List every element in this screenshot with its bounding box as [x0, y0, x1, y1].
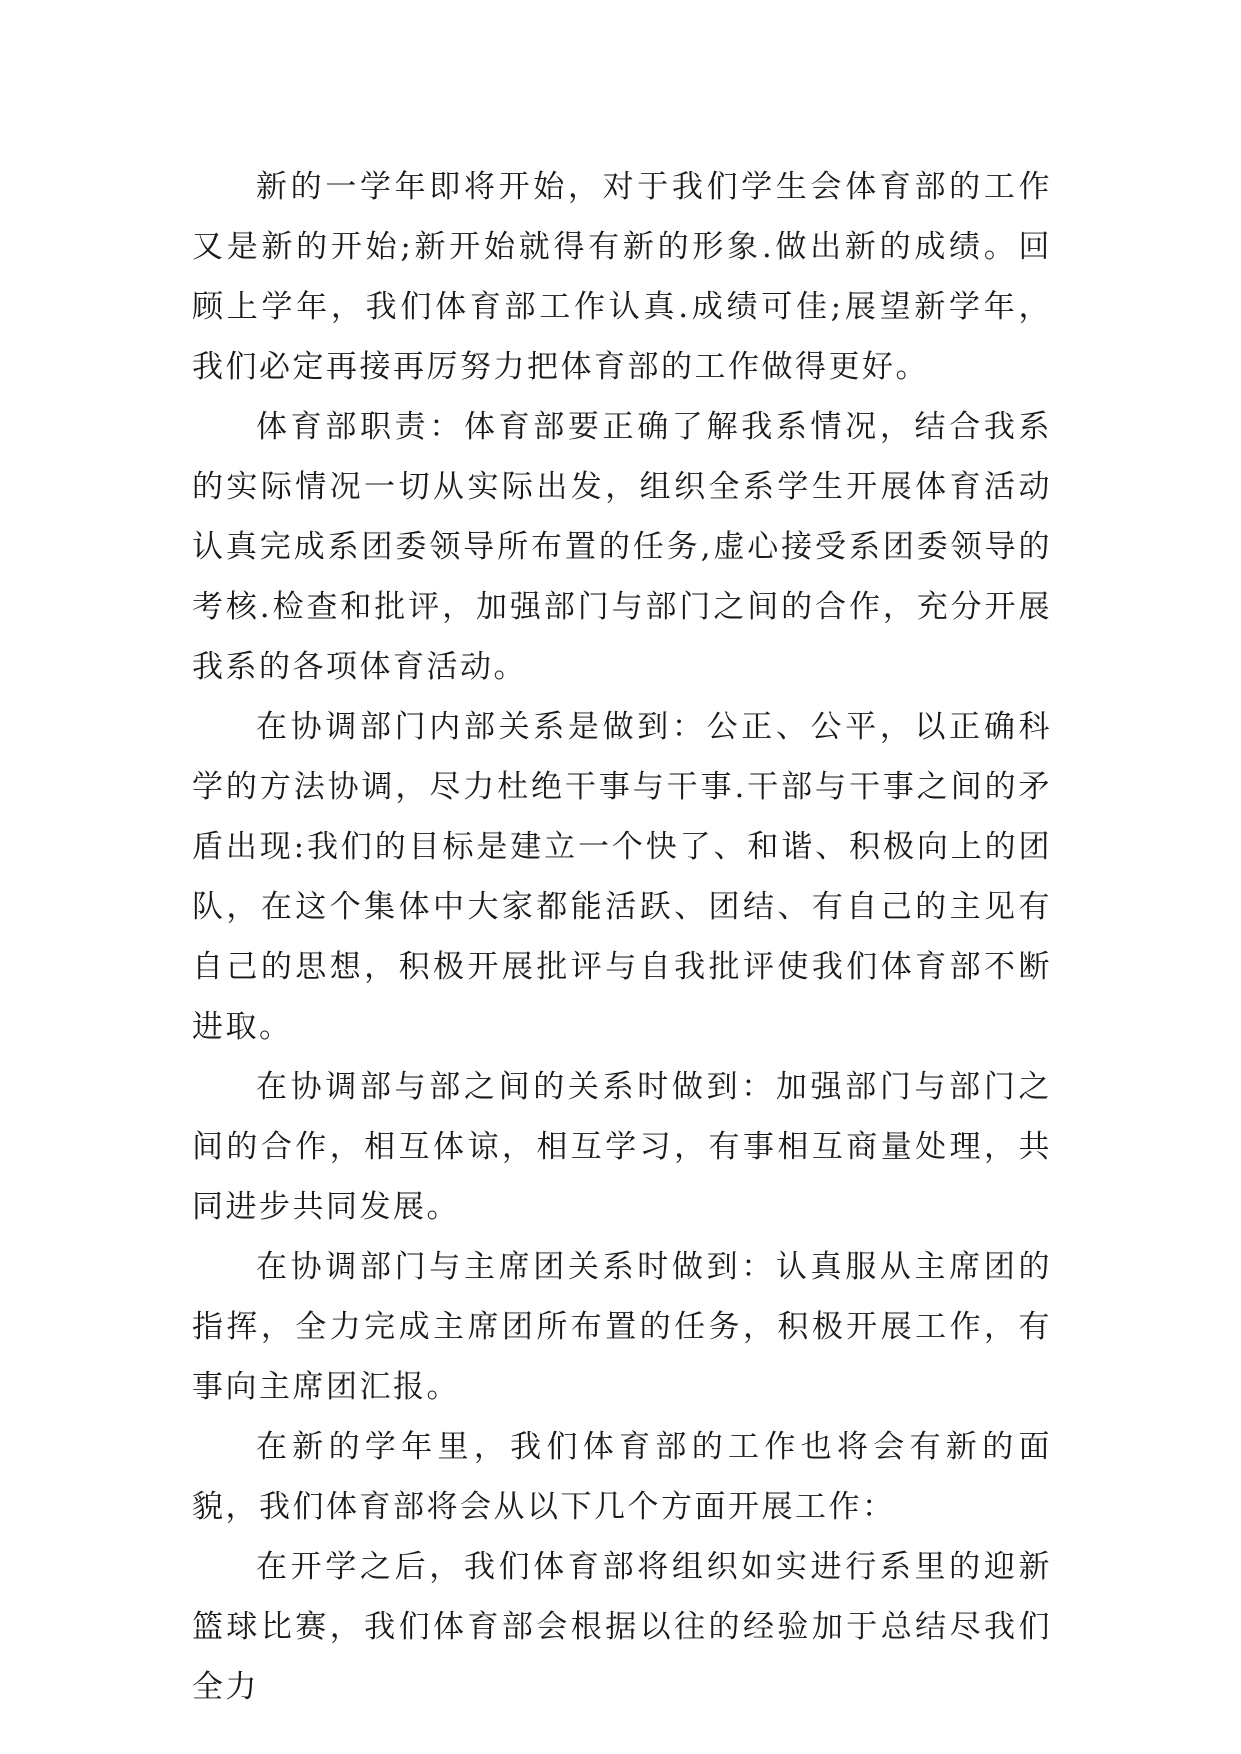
document-body [192, 157, 1052, 1717]
paragraph-intro: 新的一学年即将开始，对于我们学生会体育部的工作又是新的开始;新开始就得有新的形象.做出新的成绩。回顾上学年，我们体育部工作认真.成绩可佳;展望新学年，我们必定再接再厉努力把体育部的工作做得更好。 [192, 169, 1052, 385]
paragraph-inter-department-relations: 在协调部与部之间的关系时做到：加强部门与部门之间的合作，相互体谅，相互学习，有事相互商量处理，共同进步共同发展。 [192, 1069, 1052, 1225]
paragraph-presidium-relations: 在协调部门与主席团关系时做到：认真服从主席团的指挥，全力完成主席团所布置的任务，积极开展工作，有事向主席团汇报。 [192, 1249, 1052, 1405]
paragraph-duties: 体育部职责：体育部要正确了解我系情况，结合我系的实际情况一切从实际出发，组织全系学生开展体育活动认真完成系团委领导所布置的任务,虚心接受系团委领导的考核.检查和批评，加强部门与部门之间的合作，充分开展我系的各项体育活动。 [192, 409, 1052, 685]
paragraph-internal-relations: 在协调部门内部关系是做到：公正、公平，以正确科学的方法协调，尽力杜绝干事与干事.干部与干事之间的矛盾出现:我们的目标是建立一个快了、和谐、积极向上的团队，在这个集体中大家都能活跃、团结、有自己的主见有自己的思想，积极开展批评与自我批评使我们体育部不断进取。 [192, 709, 1052, 1045]
paragraph-basketball-match: 在开学之后，我们体育部将组织如实进行系里的迎新篮球比赛，我们体育部会根据以往的经验加于总结尽我们全力 [192, 1549, 1052, 1705]
paragraph-new-year-plan: 在新的学年里，我们体育部的工作也将会有新的面貌，我们体育部将会从以下几个方面开展工作： [192, 1429, 1052, 1525]
